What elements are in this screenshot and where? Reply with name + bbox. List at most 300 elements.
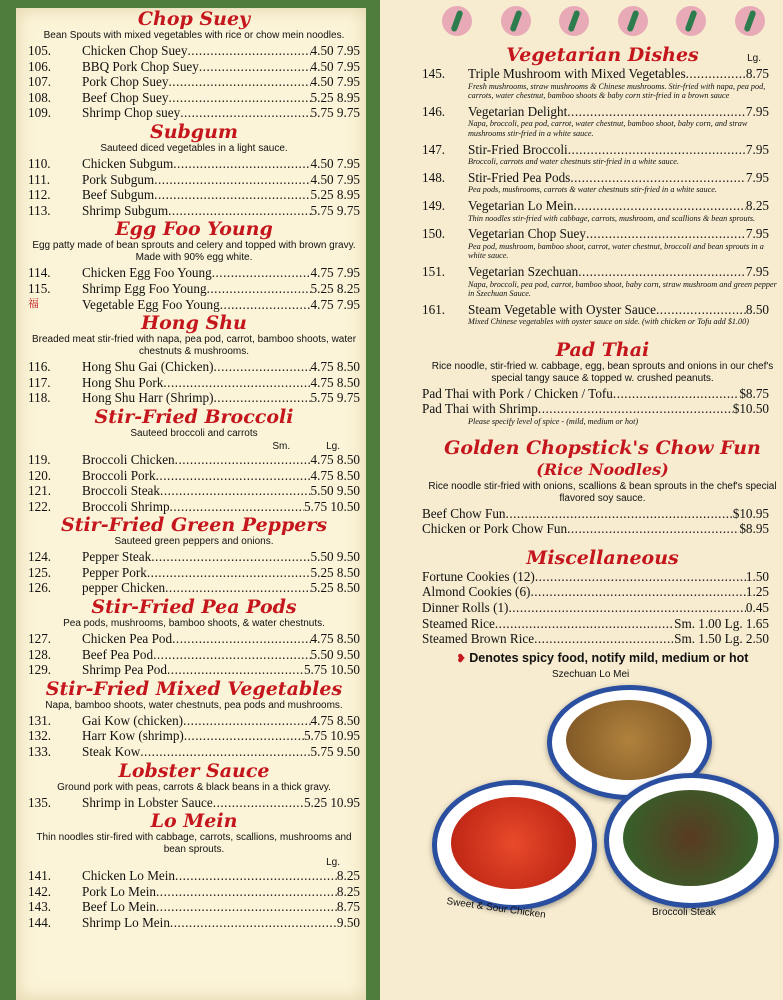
item-name: Broccoli Pork — [82, 467, 156, 483]
menu-section — [16, 406, 366, 514]
item-price: 1.50 — [745, 568, 769, 584]
item-price: $8.75 — [739, 385, 769, 401]
item-name: Vegetarian Lo Mein — [468, 197, 574, 213]
chow-fun-section — [422, 437, 783, 537]
item-price: Sm. 1.50 Lg. 2.50 — [674, 631, 769, 647]
section-description: Sauteed green peppers and onions. — [114, 536, 274, 548]
size-header — [28, 441, 360, 452]
menu-item — [422, 170, 783, 186]
dot-leader — [506, 506, 733, 522]
item-name: Shrimp Chop suey — [82, 105, 181, 121]
item-price: 4.75 8.50 — [310, 451, 360, 467]
item-price: 5.50 9.50 — [310, 646, 360, 662]
menu-item — [422, 569, 783, 585]
menu-item — [28, 744, 360, 760]
menu-item — [422, 198, 783, 214]
item-price: 5.50 9.50 — [310, 549, 360, 565]
menu-item — [28, 580, 360, 596]
section-title: Stir-Fried Broccoli — [94, 405, 294, 428]
item-number: 145. — [422, 66, 446, 81]
menu-item — [28, 187, 360, 203]
section-title: Stir-Fried Mixed Vegetables — [45, 677, 343, 700]
item-price: 4.75 8.50 — [310, 467, 360, 483]
dot-leader — [168, 203, 310, 219]
item-description: Pea pod, mushroom, bamboo shoot, carrot, water chestnut, broccoli and bean sprouts in a white sauce. — [468, 241, 764, 261]
item-description: Mixed Chinese vegetables with oyster sauce on side. (with chicken or Tofu add $1.00) — [468, 317, 749, 327]
item-name: Steamed Rice — [422, 615, 495, 631]
dot-leader — [214, 359, 311, 375]
photo-label-sweet-sour: Sweet & Sour Chicken — [445, 895, 547, 921]
item-number: 129. — [28, 662, 52, 678]
item-number: 126. — [28, 580, 52, 596]
item-description: Fresh mushrooms, straw mushrooms & Chinese mushrooms. Stir-fried with napa, pea pod, carrots, water chestnut, bamboo shoots & baby corn stir-fried in a brown sauce — [468, 81, 766, 101]
menu-item — [28, 565, 360, 581]
section-subtitle: (Rice Noodles) — [536, 459, 669, 479]
menu-item — [28, 468, 360, 484]
item-name: Gai Kow (chicken) — [82, 712, 184, 728]
item-price: 4.50 7.95 — [310, 155, 360, 171]
menu-item — [28, 90, 360, 106]
item-price: 4.75 8.50 — [310, 631, 360, 647]
item-number: 114. — [28, 265, 51, 281]
item-name: Chicken Subgum — [82, 155, 174, 171]
menu-item — [28, 156, 360, 172]
item-name: Broccoli Chicken — [82, 451, 175, 467]
dot-leader — [168, 90, 310, 106]
menu-item — [28, 375, 360, 391]
section-description: Egg patty made of bean sprouts and celery and topped with brown gravy. Made with 90% egg white. — [32, 240, 356, 264]
item-name: Chicken Chop Suey — [82, 43, 188, 58]
item-number: 150. — [422, 226, 446, 242]
item-price: 8.25 — [745, 197, 769, 213]
dot-leader — [156, 899, 337, 915]
item-name: Chicken Egg Foo Young — [82, 265, 212, 281]
menu-section — [16, 678, 366, 760]
spice-legend — [422, 651, 783, 665]
menu-item — [422, 616, 783, 632]
menu-item — [422, 584, 783, 600]
item-number: 109. — [28, 105, 52, 121]
dot-leader — [573, 198, 745, 214]
item-name: Broccoli Shrimp — [82, 498, 170, 514]
menu-item — [422, 226, 783, 242]
menu-section — [16, 312, 366, 406]
section-title: Vegetarian Dishes Lg. — [422, 44, 783, 66]
item-name: Shrimp Lo Mein — [82, 915, 170, 930]
menu-item — [28, 899, 360, 915]
item-number: 115. — [28, 280, 51, 296]
item-price: 5.25 8.25 — [310, 280, 360, 296]
plate-broccoli-steak — [604, 773, 779, 908]
item-name: Shrimp Subgum — [82, 202, 169, 218]
section-description: Pea pods, mushrooms, bamboo shoots, & water chestnuts. — [63, 618, 325, 630]
dot-leader — [173, 156, 310, 172]
menu-item — [28, 483, 360, 499]
item-price: 8.75 — [745, 66, 769, 81]
menu-item — [28, 631, 360, 647]
menu-section — [16, 218, 366, 312]
dot-leader — [153, 647, 310, 663]
item-name: Stir-Fried Pea Pods — [468, 169, 571, 185]
dot-leader — [495, 616, 674, 632]
item-name: Stir-Fried Broccoli — [468, 141, 568, 157]
section-description: Rice noodle stir-fried with onions, scallions & bean sprouts in the chef's special flavored soy sauce. — [428, 480, 777, 504]
item-number: 106. — [28, 58, 52, 74]
dot-leader — [656, 302, 746, 318]
menu-item — [422, 142, 783, 158]
menu-item — [28, 74, 360, 90]
item-price: 5.25 8.50 — [310, 564, 360, 580]
item-price: Sm. 1.00 Lg. 1.65 — [674, 615, 769, 631]
menu-section — [16, 596, 366, 678]
item-price: 7.95 — [745, 226, 769, 242]
item-price: 5.75 10.95 — [303, 728, 360, 744]
item-name: Chicken Lo Mein — [82, 868, 176, 884]
section-title: Stir-Fried Green Peppers — [60, 514, 328, 537]
item-name: Vegetarian Chop Suey — [468, 226, 586, 242]
menu-item — [28, 452, 360, 468]
section-title: Chop Suey — [137, 8, 251, 30]
dancer-icon — [442, 6, 472, 36]
dot-leader — [207, 281, 311, 297]
section-title: Golden Chopstick's Chow Fun — [444, 436, 761, 459]
left-menu-panel — [16, 8, 366, 1000]
menu-item — [422, 104, 783, 120]
dot-leader — [168, 74, 310, 90]
item-name: Vegetarian Szechuan — [468, 263, 579, 279]
menu-item — [28, 662, 360, 678]
item-price: 5.50 9.50 — [310, 483, 360, 499]
dot-leader — [188, 43, 311, 59]
section-description: Thin noodles stir-fired with cabbage, carrots, scallions, mushrooms and bean sprouts. — [36, 832, 352, 856]
misc-section — [422, 547, 783, 647]
size-small-label: Sm. — [272, 440, 291, 452]
spice-level-note: Please specify level of spice - (mild, medium or hot) — [468, 417, 639, 427]
dot-leader — [567, 104, 746, 120]
size-large-label: Lg. — [326, 440, 340, 452]
menu-item — [422, 631, 783, 647]
item-name: Steamed Brown Rice — [422, 631, 535, 647]
item-number: 110. — [28, 155, 51, 171]
section-description: Napa, bamboo shoots, water chestnuts, pea pods and mushrooms. — [45, 699, 343, 711]
menu-section — [16, 760, 366, 811]
menu-item — [422, 386, 783, 402]
menu-item — [28, 43, 360, 59]
item-name: Pork Chop Suey — [82, 74, 169, 90]
menu-item — [28, 915, 360, 931]
item-price: 8.25 — [336, 868, 360, 884]
menu-item — [28, 713, 360, 729]
item-number: 147. — [422, 141, 446, 157]
dot-leader — [151, 549, 310, 565]
dot-leader — [534, 631, 674, 647]
item-number: 116. — [28, 359, 51, 375]
item-name: Vegetable Egg Foo Young — [82, 296, 220, 312]
item-number: 131. — [28, 712, 52, 728]
item-description: Napa, broccoli, pea pod, carrot, water chestnut, bamboo shoot, baby corn, and straw mushrooms stir-fried in a white sauce. — [468, 119, 748, 138]
menu-item — [28, 203, 360, 219]
item-name: Harr Kow (shrimp) — [82, 728, 184, 744]
item-price: 5.75 9.75 — [310, 390, 360, 406]
item-number: 121. — [28, 483, 52, 499]
item-number: 117. — [28, 374, 51, 390]
item-name: Beef Chow Fun — [422, 505, 506, 521]
item-name: Broccoli Steak — [82, 483, 161, 499]
dot-leader — [530, 584, 745, 600]
item-name: Beef Chop Suey — [82, 89, 169, 105]
item-name: Beef Subgum — [82, 187, 155, 203]
menu-item — [28, 728, 360, 744]
dot-leader — [170, 915, 337, 931]
dot-leader — [180, 105, 310, 121]
item-number: 120. — [28, 467, 52, 483]
spice-note: Denotes spicy food, notify mild, medium or hot — [469, 650, 749, 665]
size-large-label: Lg. — [326, 857, 340, 869]
dot-leader — [156, 884, 337, 900]
item-price: 4.75 8.50 — [310, 712, 360, 728]
section-title: Miscellaneous — [526, 546, 679, 569]
chili-icon: ❥ — [456, 652, 466, 665]
item-description: Napa, broccoli, pea pod, carrot, bamboo shoot, baby corn, straw mushroom and green pepper in Szechuan Sauce. — [468, 279, 777, 299]
item-name: Hong Shu Pork — [82, 374, 164, 390]
item-number: 127. — [28, 631, 52, 647]
menu-item — [28, 281, 360, 297]
item-price: 7.95 — [745, 263, 769, 279]
item-name: Dinner Rolls (1) — [422, 600, 509, 616]
plate-sweet-sour-chicken — [432, 780, 597, 910]
menu-item — [28, 647, 360, 663]
dot-leader — [167, 662, 304, 678]
dot-leader — [508, 600, 745, 616]
item-name: Steam Vegetable with Oyster Sauce — [468, 301, 656, 317]
item-description: Broccoli, carrots and water chestnuts stir-fried in a white sauce. — [468, 157, 679, 167]
menu-item — [422, 401, 783, 417]
menu-item — [28, 390, 360, 406]
item-number: 119. — [28, 451, 51, 467]
dot-leader — [172, 631, 310, 647]
menu-item — [422, 521, 783, 537]
item-price: 5.25 8.50 — [310, 580, 360, 596]
item-price: 4.50 7.95 — [310, 43, 360, 58]
item-name: Pad Thai with Pork / Chicken / Tofu — [422, 385, 613, 401]
item-price: 5.75 9.75 — [310, 105, 360, 121]
item-name: Pad Thai with Shrimp — [422, 401, 538, 417]
dancer-icon — [618, 6, 648, 36]
menu-section — [16, 810, 366, 930]
item-name: Beef Lo Mein — [82, 899, 156, 915]
menu-item — [28, 795, 360, 811]
menu-section — [16, 121, 366, 218]
menu-item — [28, 549, 360, 565]
dot-leader — [184, 728, 304, 744]
item-number: 132. — [28, 728, 52, 744]
dot-leader — [213, 795, 304, 811]
right-column — [380, 0, 783, 1000]
item-name: BBQ Pork Chop Suey — [82, 58, 199, 74]
item-name: Pork Subgum — [82, 171, 155, 187]
item-price: $10.95 — [732, 505, 769, 521]
dot-leader — [586, 226, 746, 242]
section-title: Stir-Fried Pea Pods — [91, 596, 297, 619]
lo-mein-food — [566, 700, 691, 780]
dancer-icon — [501, 6, 531, 36]
item-number: 122. — [28, 498, 52, 514]
dot-leader — [154, 172, 310, 188]
menu-item — [28, 297, 360, 313]
item-price: 7.95 — [745, 169, 769, 185]
item-name: Shrimp Pea Pod — [82, 662, 167, 678]
photo-label-szechuan: Szechuan Lo Mei — [552, 668, 630, 680]
item-price: 0.45 — [745, 600, 769, 616]
item-price: 4.75 7.95 — [310, 296, 360, 312]
item-price: 8.50 — [745, 301, 769, 317]
dot-leader — [686, 66, 746, 82]
dot-leader — [175, 452, 311, 468]
menu-section — [16, 8, 366, 121]
dancer-banner — [422, 0, 783, 44]
item-number: 161. — [422, 301, 446, 317]
item-price: 5.25 10.95 — [303, 794, 360, 810]
section-title: Lo Mein — [150, 810, 238, 833]
item-name: Pork Lo Mein — [82, 883, 156, 899]
item-number: 133. — [28, 744, 52, 760]
item-name: Steak Kow — [82, 744, 141, 760]
dot-leader — [220, 297, 311, 313]
size-large-label: Lg. — [747, 53, 761, 64]
item-number: 112. — [28, 187, 51, 203]
dot-leader — [212, 265, 311, 281]
section-description: Breaded meat stir-fried with napa, pea pod, carrot, bamboo shoots, water chestnuts & mushrooms. — [31, 334, 357, 358]
section-title: Hong Shu — [141, 312, 247, 335]
dancer-icon — [559, 6, 589, 36]
menu-item — [28, 265, 360, 281]
item-description: Thin noodles stir-fried with cabbage, carrots, mushroom, and scallions & bean sprouts. — [468, 213, 756, 223]
item-name: Chicken or Pork Chow Fun — [422, 521, 568, 537]
item-name: Fortune Cookies (12) — [422, 568, 535, 584]
item-number: 149. — [422, 197, 446, 213]
item-name: Beef Pea Pod — [82, 646, 154, 662]
item-price: 8.75 — [336, 899, 360, 915]
item-price: 5.25 8.95 — [310, 187, 360, 203]
broccoli-steak-food — [623, 790, 758, 886]
menu-item — [28, 59, 360, 75]
dot-leader — [183, 713, 310, 729]
item-name: Pepper Pork — [82, 564, 147, 580]
dot-leader — [163, 375, 310, 391]
dot-leader — [570, 170, 746, 186]
dot-leader — [535, 569, 746, 585]
dot-leader — [165, 580, 310, 596]
item-name: Shrimp in Lobster Sauce — [82, 794, 213, 810]
dot-leader — [156, 468, 311, 484]
item-price: 5.75 10.50 — [303, 662, 360, 678]
item-number: 118. — [28, 390, 51, 406]
item-price: 8.25 — [336, 883, 360, 899]
menu-item — [422, 506, 783, 522]
item-number: 151. — [422, 263, 446, 279]
item-price: 4.50 7.95 — [310, 74, 360, 90]
item-name: Chicken Pea Pod — [82, 631, 173, 647]
item-number: 148. — [422, 169, 446, 185]
section-description: Sauteed broccoli and carrots — [130, 427, 258, 439]
menu-item — [28, 868, 360, 884]
section-description: Ground pork with peas, carrots & black beans in a thick gravy. — [57, 781, 331, 793]
item-name: Pepper Steak — [82, 549, 152, 565]
item-price: 4.75 8.50 — [310, 374, 360, 390]
section-description: Rice noodle, stir-fried w. cabbage, egg, bean sprouts and onions in our chef's special tangy sauce & topped w. crushed peanuts. — [431, 360, 774, 384]
item-price: 5.75 9.50 — [310, 744, 360, 760]
menu-section — [16, 514, 366, 596]
item-price: 4.50 7.95 — [310, 171, 360, 187]
item-name: Shrimp Egg Foo Young — [82, 280, 207, 296]
dot-leader — [568, 142, 746, 158]
item-number: 124. — [28, 549, 52, 565]
item-price: $8.95 — [739, 521, 769, 537]
item-price: 7.95 — [745, 103, 769, 119]
section-title: Lobster Sauce — [118, 759, 270, 782]
dot-leader — [578, 264, 746, 280]
dot-leader — [199, 59, 311, 75]
item-price: 5.75 10.50 — [303, 498, 360, 514]
menu-item — [422, 264, 783, 280]
dot-leader — [160, 483, 311, 499]
item-number: 125. — [28, 564, 52, 580]
item-number: 107. — [28, 74, 52, 90]
item-price: $10.50 — [732, 401, 769, 417]
item-number: 108. — [28, 89, 52, 105]
item-price: 5.25 8.95 — [310, 89, 360, 105]
size-header — [28, 857, 360, 868]
item-name: Triple Mushroom with Mixed Vegetables — [468, 66, 686, 81]
vegetarian-section — [422, 44, 783, 327]
item-number: 142. — [28, 883, 52, 899]
item-price: 4.75 8.50 — [310, 359, 360, 375]
item-price: 7.95 — [745, 141, 769, 157]
dot-leader — [140, 744, 310, 760]
food-photos — [422, 665, 783, 925]
menu-item — [28, 359, 360, 375]
item-number: 105. — [28, 43, 52, 58]
section-description: Sauteed diced vegetables in a light sauce. — [100, 142, 288, 154]
item-number: 128. — [28, 646, 52, 662]
dot-leader — [214, 390, 311, 406]
dot-leader — [154, 187, 310, 203]
item-name: Hong Shu Harr (Shrimp) — [82, 390, 214, 406]
menu-item — [28, 499, 360, 515]
left-column — [0, 0, 380, 1000]
dot-leader — [538, 401, 733, 417]
item-name: Vegetarian Delight — [468, 103, 568, 119]
pad-thai-section — [422, 339, 783, 427]
menu-item — [422, 302, 783, 318]
item-name: Almond Cookies (6) — [422, 584, 531, 600]
item-price: 9.50 — [336, 915, 360, 930]
item-number: 141. — [28, 868, 52, 884]
item-price: 1.25 — [745, 584, 769, 600]
dot-leader — [613, 386, 739, 402]
section-title: Pad Thai — [555, 338, 650, 361]
menu-item — [422, 66, 783, 82]
photo-label-broccoli-steak: Broccoli Steak — [652, 906, 716, 918]
item-number: 146. — [422, 103, 446, 119]
menu-item — [422, 600, 783, 616]
item-price: 4.75 7.95 — [310, 265, 360, 281]
item-price: 5.75 9.75 — [310, 202, 360, 218]
item-number: 福 — [28, 297, 39, 310]
section-title: Egg Foo Young — [115, 218, 273, 241]
sweet-sour-food — [451, 797, 576, 889]
item-number: 111. — [28, 171, 51, 187]
